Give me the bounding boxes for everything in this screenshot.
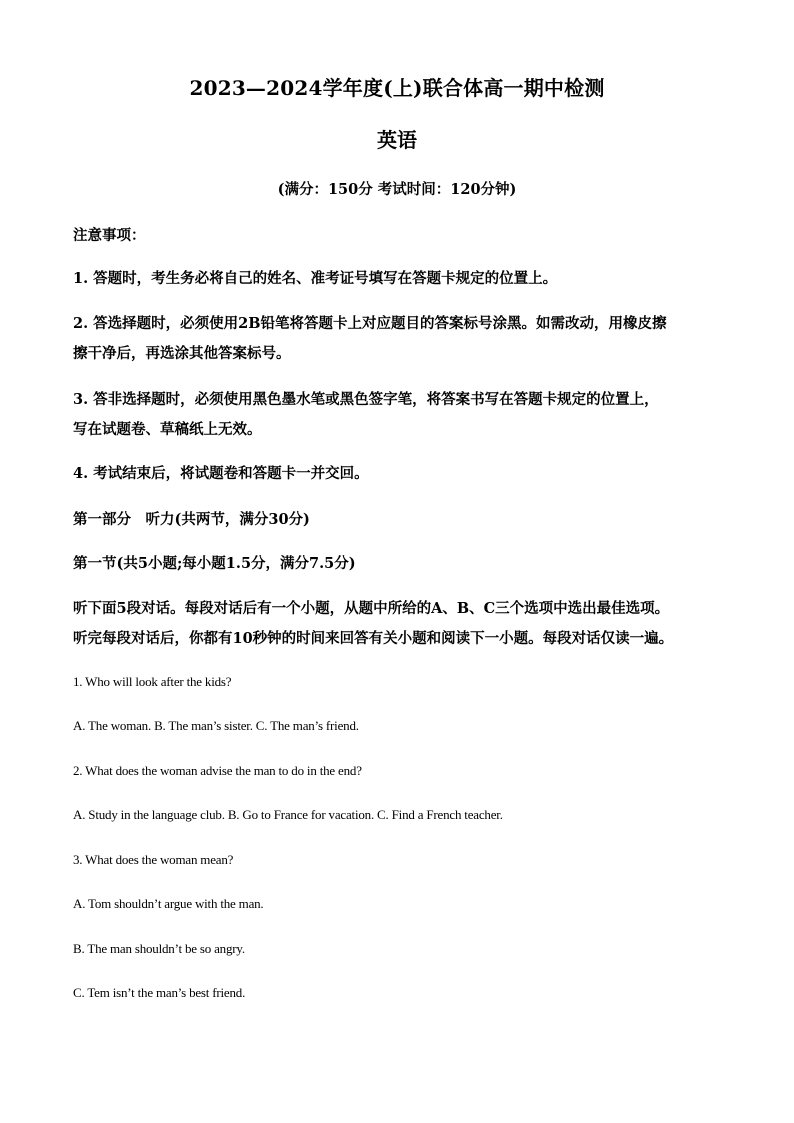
- question-3: 3. What does the woman mean?: [73, 852, 234, 867]
- note-item-2-line-1: 2. 答选择题时，必须使用2B铅笔将答题卡上对应题目的答案标号涂黑。如需改动，用橡皮擦: [73, 315, 667, 332]
- note-item-4: 4. 考试结束后，将试题卷和答题卡一并交回。: [73, 465, 369, 482]
- listening-instruction-line-2: 听完每段对话后，你都有10秒钟的时间来回答有关小题和阅读下一小题。每段对话仅读一遍。: [73, 630, 674, 647]
- listening-instruction-line-1: 听下面5段对话。每段对话后有一个小题，从题中所给的A、B、C三个选项中选出最佳选项。: [73, 600, 670, 617]
- question-3-option-a: A. Tom shouldn’t argue with the man.: [73, 896, 264, 911]
- note-item-3-line-1: 3. 答非选择题时，必须使用黑色墨水笔或黑色签字笔，将答案书写在答题卡规定的位置上，: [73, 391, 659, 408]
- question-1: 1. Who will look after the kids?: [73, 674, 232, 689]
- exam-title: 2023—2024学年度(上)联合体高一期中检测: [189, 76, 605, 100]
- notes-heading: 注意事项：: [73, 227, 146, 244]
- part-one-heading: 第一部分 听力(共两节，满分30分): [73, 511, 310, 528]
- note-item-3-line-2: 写在试题卷、草稿纸上无效。: [73, 421, 262, 438]
- question-1-options: A. The woman. B. The man’s sister. C. The man’s friend.: [73, 718, 359, 733]
- question-3-option-b: B. The man shouldn’t be so angry.: [73, 941, 245, 956]
- note-item-1: 1. 答题时，考生务必将自己的姓名、准考证号填写在答题卡规定的位置上。: [73, 270, 558, 287]
- section-one-heading: 第一节(共5小题;每小题1.5分，满分7.5分): [73, 555, 356, 572]
- question-2-options: A. Study in the language club. B. Go to France for vacation. C. Find a French teacher.: [73, 807, 503, 822]
- score-info: (满分：150分 考试时间：120分钟): [277, 181, 517, 198]
- question-3-option-c: C. Tem isn’t the man’s best friend.: [73, 985, 246, 1000]
- subject-title: 英语: [377, 128, 417, 152]
- note-item-2-line-2: 擦干净后，再选涂其他答案标号。: [73, 345, 291, 362]
- question-2: 2. What does the woman advise the man to do in the end?: [73, 763, 362, 778]
